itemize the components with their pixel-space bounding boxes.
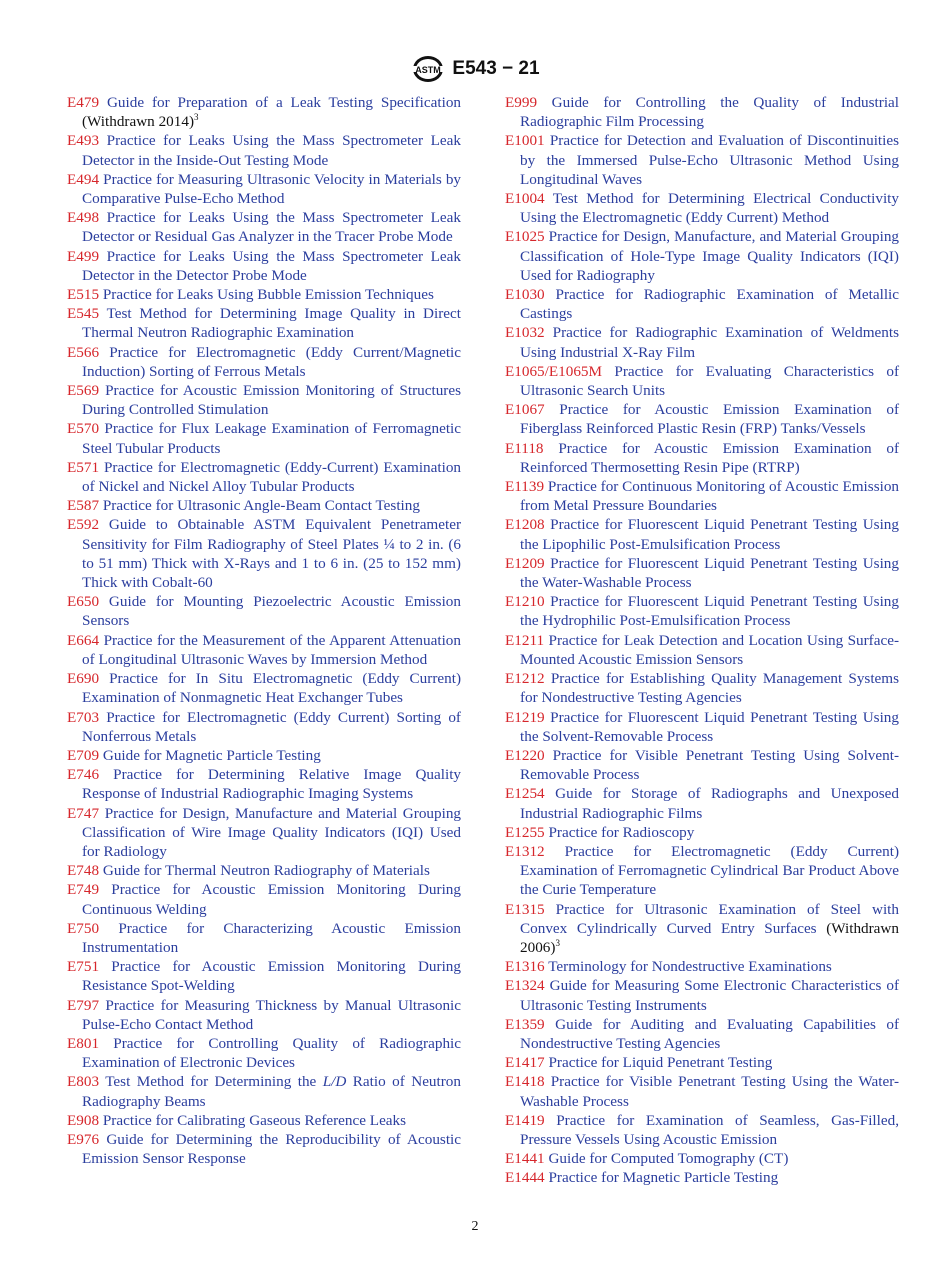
standard-code-link[interactable]: E1210 <box>505 593 545 611</box>
standard-title-link[interactable]: Guide for Auditing and Evaluating Capabilities of Nondestructive Testing Agencies <box>520 1015 899 1052</box>
standard-code-link[interactable]: E1219 <box>505 708 545 726</box>
reference-list-right <box>505 93 899 1188</box>
standard-code-link[interactable]: E690 <box>67 670 100 688</box>
standard-code-link[interactable]: E479 <box>67 94 100 111</box>
reference-entry <box>67 419 461 457</box>
reference-entry <box>505 362 899 400</box>
reference-entry <box>505 400 899 438</box>
reference-entry <box>505 976 899 1014</box>
standard-title-link[interactable]: Practice for Leaks Using the Mass Spectrometer Leak Detector or Residual Gas Analyzer in the Tracer Probe Mode <box>82 209 461 246</box>
standard-code-link[interactable]: E1001 <box>505 132 545 150</box>
standard-title-link[interactable]: Practice for Electromagnetic (Eddy-Current) Examination of Nickel and Nickel Alloy Tubular Products <box>82 458 462 496</box>
withdrawn-note-text: (Withdrawn 2006) <box>520 919 899 956</box>
reference-entry <box>505 708 899 746</box>
standard-title-link[interactable]: Guide for Thermal Neutron Radiography of Materials <box>102 862 430 880</box>
standard-code-link[interactable]: E587 <box>67 497 100 515</box>
reference-entry <box>505 900 899 958</box>
standard-title-link[interactable]: Practice for Flux Leakage Examination of Ferromagnetic Steel Tubular Products <box>82 420 462 457</box>
standard-code-link[interactable]: E749 <box>67 881 100 899</box>
standard-title-link[interactable]: Practice for Design, Manufacture, and Material Grouping Classification of Hole-Type Image Quality Indicators (IQI) Used for Radiography <box>520 228 900 284</box>
standard-code-link[interactable]: E664 <box>67 631 100 649</box>
title-emphasis: L/D <box>322 1073 347 1091</box>
standard-title-link[interactable]: Practice for Detection and Evaluation of Discontinuities by the Immersed Pulse-Echo Ultrasonic Method Using Longitudinal Waves <box>520 132 899 188</box>
standard-title-link[interactable]: Terminology for Nondestructive Examinations <box>548 958 832 976</box>
standard-code-link[interactable]: E650 <box>67 593 100 611</box>
standard-code-link[interactable]: E1067 <box>505 401 545 419</box>
standard-title-link[interactable]: Practice for Fluorescent Liquid Penetrant Testing Using the Hydrophilic Post-Emulsification Process <box>520 593 899 630</box>
reference-entry <box>67 496 461 515</box>
reference-entry <box>505 93 899 131</box>
standard-title-link[interactable]: Practice for Electromagnetic (Eddy Current) Examination of Ferromagnetic Cylindrical Bar Product Above the Curie Temperature <box>520 842 900 899</box>
standard-code-link[interactable]: E1030 <box>505 286 545 304</box>
reference-entry <box>505 823 899 842</box>
standard-code-link[interactable]: E1359 <box>505 1015 545 1033</box>
footnote-marker: 3 <box>555 937 560 948</box>
standard-code-link[interactable]: E750 <box>67 919 100 937</box>
standard-code-link[interactable]: E1254 <box>505 785 545 803</box>
reference-entry <box>505 189 899 227</box>
standard-title-link[interactable]: Practice for Controlling Quality of Radiographic Examination of Electronic Devices <box>82 1034 461 1072</box>
reference-entry <box>505 515 899 553</box>
standard-code-link[interactable]: E570 <box>67 420 100 438</box>
reference-entry <box>505 1149 899 1168</box>
standard-code-link[interactable]: E797 <box>67 996 100 1014</box>
footnote-marker: 3 <box>194 112 199 123</box>
standard-code-link[interactable]: E1139 <box>505 478 545 496</box>
standard-code-link[interactable]: E803 <box>67 1073 100 1091</box>
standard-code-link[interactable]: E1032 <box>505 324 545 342</box>
standard-title-link[interactable]: Practice for Continuous Monitoring of Acoustic Emission from Metal Pressure Boundaries <box>520 478 900 515</box>
standard-title-link[interactable]: Practice for Radiographic Examination of Metallic Castings <box>520 286 900 323</box>
standard-code-link[interactable]: E592 <box>67 516 100 534</box>
standard-code-link[interactable]: E801 <box>67 1034 100 1052</box>
standard-title-link[interactable]: Guide for Computed Tomography (CT) <box>548 1150 789 1168</box>
reference-entry <box>67 458 461 496</box>
reference-entry <box>67 880 461 918</box>
standard-code-link[interactable]: E1418 <box>505 1073 545 1091</box>
reference-entry <box>505 227 899 285</box>
standard-code-link[interactable]: E1004 <box>505 190 545 208</box>
standard-code-link[interactable]: E999 <box>505 94 538 111</box>
standard-code-link[interactable]: E1312 <box>505 842 545 860</box>
reference-entry <box>67 131 461 169</box>
page-header <box>0 54 950 84</box>
reference-entry <box>505 1053 899 1072</box>
standard-title-link[interactable]: Guide for Measuring Some Electronic Characteristics of Ultrasonic Testing Instruments <box>520 977 899 1014</box>
standard-code-link[interactable]: E1065/E1065M <box>505 362 603 380</box>
standard-code-link[interactable]: E494 <box>67 170 100 188</box>
standard-title-link[interactable]: Practice for Fluorescent Liquid Penetrant Testing Using the Solvent-Removable Process <box>520 708 899 745</box>
standard-code-link[interactable]: E1444 <box>505 1169 545 1187</box>
standard-code-link[interactable]: E748 <box>67 862 100 880</box>
standard-code-link[interactable]: E1316 <box>505 958 545 976</box>
reference-entry <box>505 285 899 323</box>
document-id: E543 − 21 <box>452 58 540 79</box>
standard-title-link[interactable]: Guide for Magnetic Particle Testing <box>102 746 321 764</box>
standard-title-link[interactable]: Practice for Radioscopy <box>548 823 695 841</box>
reference-entry <box>505 746 899 784</box>
standard-code-link[interactable]: E1118 <box>505 439 544 457</box>
title-text: Ratio of Neutron Radiography Beams <box>82 1073 461 1110</box>
reference-entry <box>67 631 461 669</box>
standard-code-link[interactable]: E1255 <box>505 823 545 841</box>
standard-code-link[interactable]: E566 <box>67 343 100 361</box>
standard-title-link[interactable]: Practice for Examination of Seamless, Gas-Filled, Pressure Vessels Using Acoustic Emission <box>520 1111 900 1148</box>
reference-entry <box>67 1130 461 1168</box>
standard-title-link[interactable]: Test Method for Determining Electrical Conductivity Using the Electromagnetic (Eddy Current) Method <box>520 190 899 227</box>
standard-code-link[interactable]: E1315 <box>505 900 545 918</box>
reference-list-left <box>67 93 461 1168</box>
standard-code-link[interactable]: E493 <box>67 132 100 150</box>
reference-entry <box>67 1034 461 1072</box>
reference-entry <box>67 208 461 246</box>
reference-entry <box>67 996 461 1034</box>
reference-entry <box>67 93 461 131</box>
standard-code-link[interactable]: E1212 <box>505 670 545 688</box>
standard-code-link[interactable]: E498 <box>67 209 100 227</box>
standard-title-link[interactable]: Practice for Determining Relative Image Quality Response of Industrial Radiographic Imaging Systems <box>82 766 462 803</box>
standard-title-link[interactable]: Practice for Leaks Using Bubble Emission Techniques <box>102 286 434 304</box>
reference-entry <box>67 304 461 342</box>
reference-entry <box>505 631 899 669</box>
standard-title-link[interactable]: Practice for Fluorescent Liquid Penetrant Testing Using the Water-Washable Process <box>520 554 899 592</box>
standard-title-link[interactable]: Practice for Leaks Using the Mass Spectrometer Leak Detector in the Inside-Out Testing Mode <box>82 132 461 169</box>
standard-title-link[interactable]: Practice for Fluorescent Liquid Penetrant Testing Using the Lipophilic Post-Emulsification Process <box>520 516 899 553</box>
reference-entry <box>67 1111 461 1130</box>
standard-code-link[interactable]: E703 <box>67 708 100 726</box>
standard-title-link[interactable]: Practice for Design, Manufacture and Material Grouping Classification of Wire Image Quality Indicators (IQI) Used for Radiology <box>82 804 462 860</box>
standard-title-link[interactable] <box>82 1073 461 1109</box>
page-number: 2 <box>471 1219 479 1234</box>
title-text: Test Method for Determining the <box>105 1073 323 1091</box>
standard-title-link[interactable]: Practice for Electromagnetic (Eddy Current/Magnetic Induction) Sorting of Ferrous Metals <box>82 343 462 380</box>
standard-title-link[interactable]: Practice for Magnetic Particle Testing <box>548 1169 779 1187</box>
reference-entry <box>67 381 461 419</box>
standard-code-link[interactable]: E908 <box>67 1111 100 1129</box>
withdrawn-note-text: (Withdrawn 2014) <box>82 113 194 131</box>
reference-entry <box>67 957 461 995</box>
standard-title-link[interactable]: Practice for Visible Penetrant Testing Using Solvent-Removable Process <box>520 746 900 784</box>
standard-title-link[interactable]: Practice for Radiographic Examination of Weldments Using Industrial X-Ray Film <box>520 324 899 361</box>
standard-code-link[interactable]: E1025 <box>505 228 545 246</box>
standard-code-link[interactable]: E1220 <box>505 746 545 764</box>
standard-title-link[interactable]: Practice for Calibrating Gaseous Reference Leaks <box>102 1111 407 1129</box>
standard-code-link[interactable]: E746 <box>67 766 100 784</box>
standard-title-link[interactable]: Guide for Determining the Reproducibility of Acoustic Emission Sensor Response <box>82 1130 462 1168</box>
withdrawn-note <box>82 113 199 130</box>
standard-title-link[interactable]: Practice for Visible Penetrant Testing Using the Water-Washable Process <box>520 1073 900 1110</box>
standard-title-link[interactable]: Practice for Liquid Penetrant Testing <box>548 1054 773 1072</box>
standard-title-link[interactable]: Practice for Establishing Quality Management Systems for Nondestructive Testing Agencies <box>520 670 900 707</box>
reference-entry <box>505 669 899 707</box>
standard-title-link[interactable]: Practice for Measuring Ultrasonic Velocity in Materials by Comparative Pulse-Echo Method <box>82 170 462 208</box>
reference-entry <box>505 1072 899 1110</box>
svg-text:ASTM: ASTM <box>415 65 442 75</box>
reference-entry <box>505 323 899 361</box>
standard-title-link[interactable]: Guide for Controlling the Quality of Industrial Radiographic Film Processing <box>520 94 900 131</box>
standard-title-link[interactable]: Guide for Storage of Radiographs and Unexposed Industrial Radiographic Films <box>520 785 899 822</box>
reference-entry <box>505 1015 899 1053</box>
standard-title-link[interactable]: Practice for the Measurement of the Apparent Attenuation of Longitudinal Ultrasonic Waves by Immersion Method <box>82 631 461 668</box>
reference-entry <box>505 957 899 976</box>
standard-code-link[interactable]: E1417 <box>505 1054 545 1072</box>
standard-title-link[interactable]: Practice for Acoustic Emission Monitoring of Structures During Controlled Stimulation <box>82 382 461 419</box>
standard-code-link[interactable]: E499 <box>67 247 100 265</box>
standard-title-link[interactable]: Practice for Electromagnetic (Eddy Current) Sorting of Nonferrous Metals <box>82 708 461 745</box>
standard-title-link[interactable]: Practice for In Situ Electromagnetic (Eddy Current) Examination of Nonmagnetic Heat Exchanger Tubes <box>82 670 461 707</box>
reference-entry <box>67 919 461 957</box>
standard-title-link[interactable]: Guide to Obtainable ASTM Equivalent Penetrameter Sensitivity for Film Radiography of Steel Plates ¼ to 2 in. (6 to 51 mm) Thick with X-Rays and 1 to 6 in. (25 to 152 mm) Thick with Cobalt-60 <box>82 516 462 592</box>
reference-entry <box>67 765 461 803</box>
reference-entry <box>67 1072 461 1110</box>
standard-code-link[interactable]: E976 <box>67 1130 100 1148</box>
reference-entry <box>505 592 899 630</box>
standard-title-link[interactable]: Practice for Measuring Thickness by Manual Ultrasonic Pulse-Echo Contact Method <box>82 996 462 1033</box>
standard-title-link[interactable]: Practice for Acoustic Emission Monitoring During Resistance Spot-Welding <box>82 958 461 995</box>
reference-entry <box>67 592 461 630</box>
reference-entry <box>67 669 461 707</box>
standard-title-link[interactable]: Practice for Ultrasonic Examination of Steel with Convex Cylindrically Curved Entry Surfaces <box>520 900 899 937</box>
standard-title-link[interactable]: Practice for Acoustic Emission Examination of Reinforced Thermosetting Resin Pipe (RTRP) <box>520 439 900 476</box>
reference-entry <box>67 861 461 880</box>
reference-entry <box>67 515 461 592</box>
standard-code-link[interactable]: E1208 <box>505 516 545 534</box>
standard-title-link[interactable]: Practice for Acoustic Emission Examination of Fiberglass Reinforced Plastic Resin (FRP) Tanks/Vessels <box>520 401 900 438</box>
standard-code-link[interactable]: E515 <box>67 286 100 304</box>
reference-entry <box>505 784 899 822</box>
standard-title-link[interactable]: Practice for Evaluating Characteristics of Ultrasonic Search Units <box>520 362 900 400</box>
reference-entry <box>505 554 899 592</box>
standard-title-link[interactable]: Practice for Leak Detection and Location Using Surface-Mounted Acoustic Emission Sensors <box>520 631 900 668</box>
standard-code-link[interactable]: E747 <box>67 804 100 822</box>
standard-code-link[interactable]: E1419 <box>505 1111 545 1129</box>
reference-entry <box>67 285 461 304</box>
standard-title-link[interactable]: Practice for Leaks Using the Mass Spectrometer Leak Detector in the Detector Probe Mode <box>82 247 461 284</box>
astm-logo-icon <box>410 54 446 84</box>
standard-title-link[interactable]: Practice for Characterizing Acoustic Emission Instrumentation <box>82 919 461 956</box>
reference-entry <box>505 1168 899 1187</box>
reference-entry <box>505 477 899 515</box>
standard-code-link[interactable]: E1209 <box>505 554 545 572</box>
reference-entry <box>67 708 461 746</box>
reference-entry <box>67 804 461 862</box>
standard-code-link[interactable]: E709 <box>67 746 100 764</box>
reference-entry <box>505 842 899 900</box>
standard-code-link[interactable]: E751 <box>67 958 100 976</box>
standard-title-link[interactable]: Test Method for Determining Image Quality in Direct Thermal Neutron Radiographic Examination <box>82 305 461 342</box>
standard-code-link[interactable]: E569 <box>67 382 100 400</box>
reference-entry <box>505 1111 899 1149</box>
reference-entry <box>67 247 461 285</box>
reference-entry <box>67 343 461 381</box>
reference-entry <box>67 170 461 208</box>
standard-code-link[interactable]: E1211 <box>505 631 545 649</box>
standard-title-link[interactable]: Guide for Mounting Piezoelectric Acoustic Emission Sensors <box>82 593 461 630</box>
standard-code-link[interactable]: E1441 <box>505 1150 545 1168</box>
standard-title-link[interactable]: Practice for Acoustic Emission Monitoring During Continuous Welding <box>82 881 461 918</box>
reference-entry <box>67 746 461 765</box>
standard-code-link[interactable]: E1324 <box>505 977 545 995</box>
standard-title-link[interactable]: Guide for Preparation of a Leak Testing Specification <box>106 94 462 111</box>
reference-entry <box>505 439 899 477</box>
standard-title-link[interactable]: Practice for Ultrasonic Angle-Beam Contact Testing <box>102 497 420 515</box>
reference-entry <box>505 131 899 189</box>
standard-code-link[interactable]: E545 <box>67 305 100 323</box>
standard-code-link[interactable]: E571 <box>67 458 100 476</box>
